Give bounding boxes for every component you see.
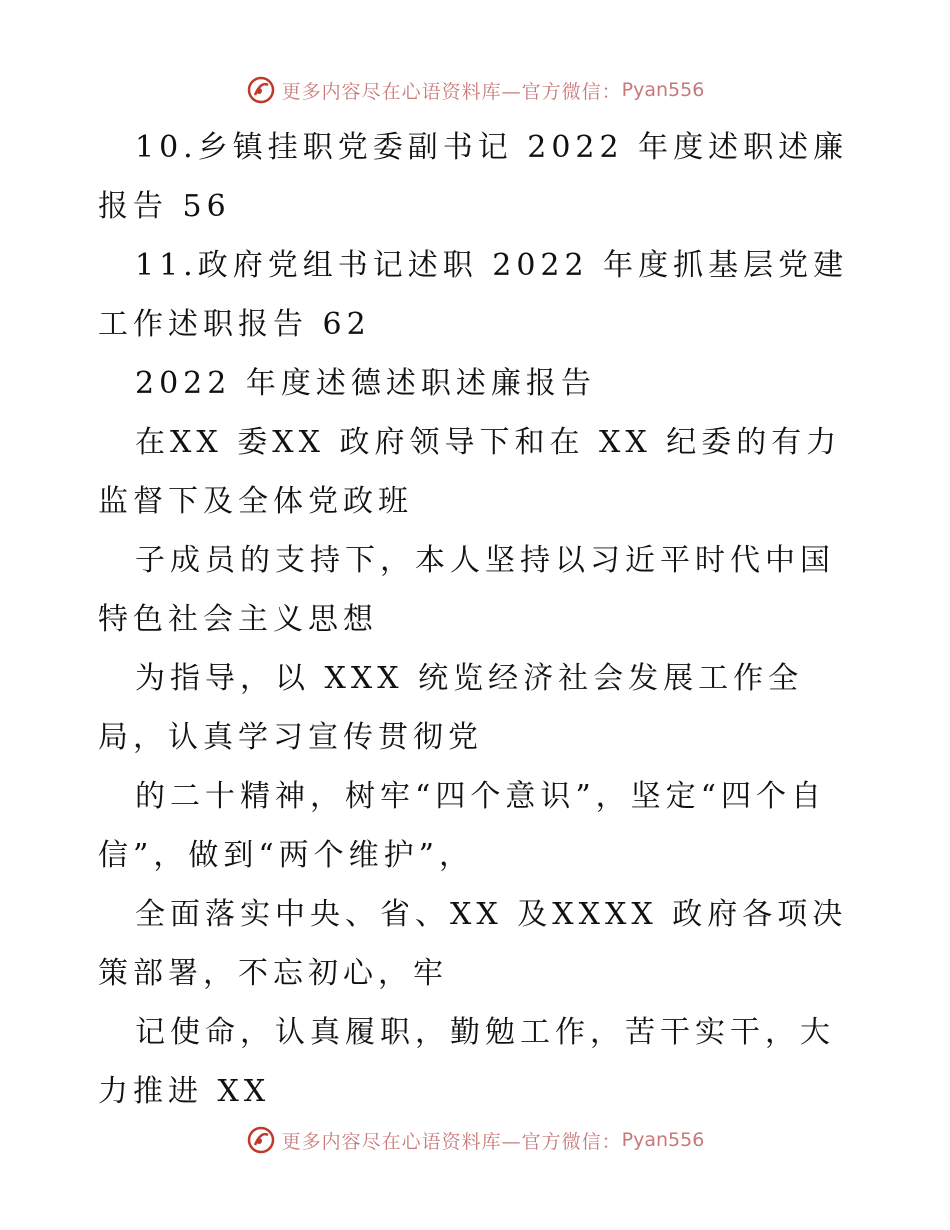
paragraph: 在XX 委XX 政府领导下和在 XX 纪委的有力监督下及全体党政班: [98, 425, 842, 519]
document-body: [98, 118, 858, 1121]
watermark-text: 更多内容尽在心语资料库—官方微信：: [281, 1130, 622, 1153]
paragraph: 的二十精神，树牢“四个意识”，坚定“四个自信”，做到“两个维护”，: [98, 779, 827, 873]
logo-icon: [246, 75, 276, 105]
footer-watermark: [0, 1120, 950, 1160]
header-watermark: [0, 70, 950, 110]
paragraph: 11.政府党组书记述职 2022 年度抓基层党建工作述职报告 62: [98, 248, 849, 342]
watermark-id: Pyan556: [621, 1129, 705, 1151]
paragraph: 子成员的支持下，本人坚持以习近平时代中国特色社会主义思想: [98, 543, 835, 637]
paragraph: 10.乡镇挂职党委副书记 2022 年度述职述廉报告 56: [98, 130, 849, 224]
logo-icon: [246, 1125, 276, 1155]
paragraph: 2022 年度述德述职述廉报告: [135, 366, 596, 401]
paragraph: 记使命，认真履职，勤勉工作，苦干实干，大力推进 XX: [98, 1015, 835, 1109]
watermark-text: 更多内容尽在心语资料库—官方微信：: [281, 80, 622, 103]
watermark-id: Pyan556: [621, 79, 705, 101]
paragraph: 全面落实中央、省、XX 及XXXX 政府各项决策部署，不忘初心，牢: [98, 897, 848, 991]
paragraph: 为指导，以 XXX 统览经济社会发展工作全局，认真学习宣传贯彻党: [98, 661, 804, 755]
